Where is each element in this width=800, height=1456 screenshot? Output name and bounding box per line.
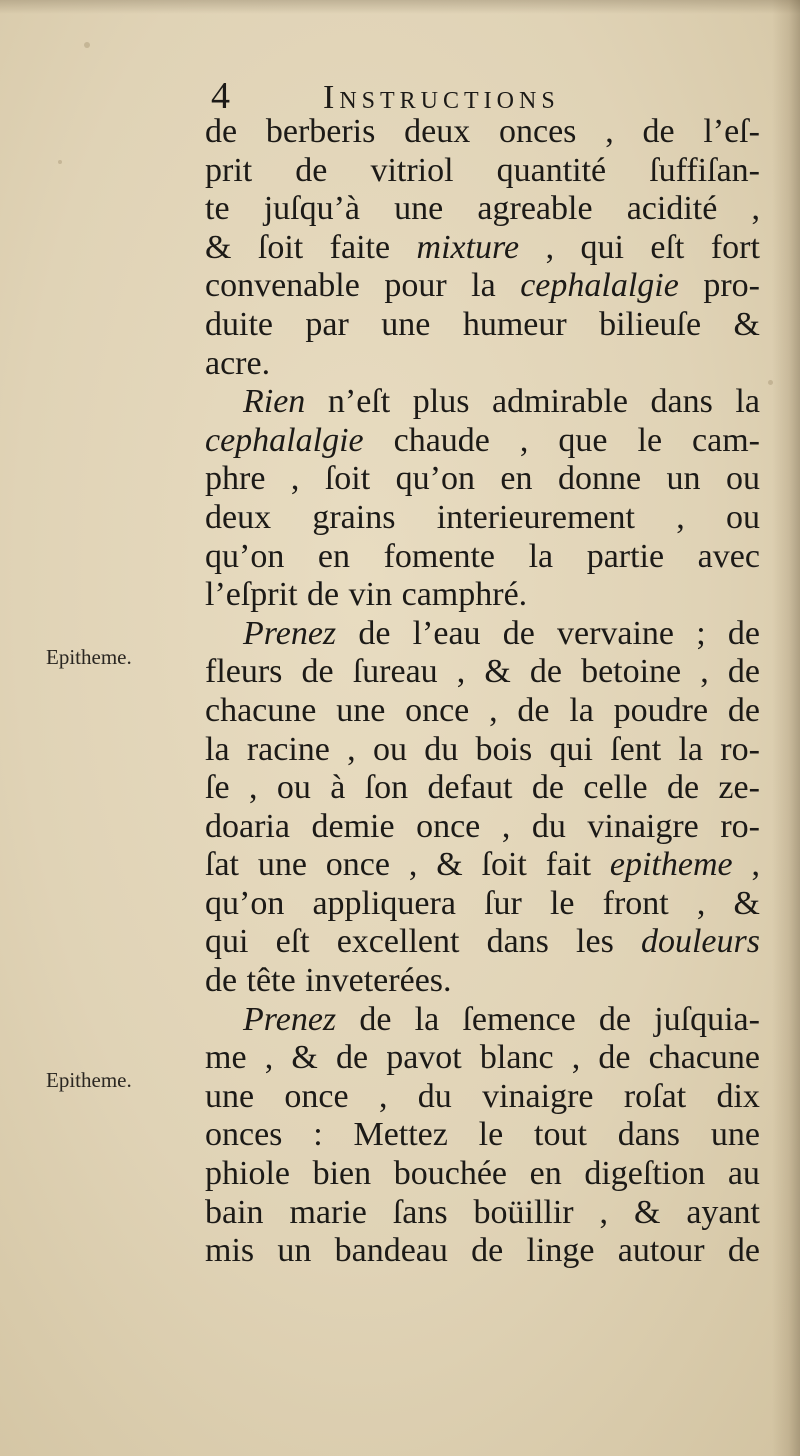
page-gutter-shadow [772,0,800,1456]
word: admirable [492,383,628,421]
word: ; [696,614,706,652]
word: autour [617,1232,705,1270]
word: de [517,691,550,729]
word: ſon [364,769,409,807]
text-line [205,846,760,885]
text-line [205,1116,760,1155]
word: bouchée [393,1155,508,1193]
text-line [205,962,760,1001]
word: , [751,190,760,228]
word: once [325,846,390,884]
body-text [205,113,760,1271]
word: qu’on [205,537,285,575]
word: ou [372,730,407,768]
word: , [248,769,258,807]
word: ro- [720,730,760,768]
word: convenable [205,267,360,305]
foxing-spot [84,42,90,48]
word: , [751,846,760,884]
word: le [549,884,575,922]
word: en [529,1155,562,1193]
word: juſquia- [654,1000,760,1038]
word: une [336,691,386,729]
word: partie [586,537,665,575]
word: l’eau [412,614,481,652]
word: l’eſ- [703,113,760,150]
word: epitheme [609,846,733,884]
foxing-spot [58,160,62,164]
word: inveterées. [305,962,452,1000]
word: avec [697,537,760,575]
word: vinaigre [482,1077,594,1115]
text-line [205,499,760,538]
word: eſt [275,923,310,961]
text-line [205,1039,760,1078]
word: en [500,460,533,498]
text-line [205,615,760,654]
word: , [599,1193,609,1231]
word: , [676,498,685,536]
word: chacune [205,691,317,729]
word: eſt [650,228,685,266]
word: marie [289,1193,367,1231]
word: de [666,769,700,807]
word: once [416,807,481,845]
word: ou [725,460,760,498]
word: ou [276,769,311,807]
word: berberis [265,113,376,150]
word: vin [348,576,393,614]
text-line [205,345,760,384]
word: defaut [427,769,513,807]
word: le [478,1116,504,1154]
word: un [666,460,701,498]
word: deux [205,498,272,536]
word: fort [710,228,760,266]
word: du [531,807,566,845]
word: , [264,1039,274,1077]
word: acidité [626,190,718,228]
text-line [205,769,760,808]
word: acre. [205,344,271,382]
word: front [602,884,669,922]
word: doaria [205,807,290,845]
text-line [205,1194,760,1233]
word: & [205,228,232,266]
word: & [733,305,760,343]
word: linge [526,1232,595,1270]
word: ſur [484,884,522,922]
text-line [205,576,760,615]
text-line [205,923,760,962]
word: ſoit [324,460,371,498]
word: ſureau [352,653,438,691]
word: ſoit [481,846,527,884]
word: de [598,1039,631,1077]
word: onces [499,113,577,150]
word: un [277,1232,312,1270]
word: de [727,1232,760,1270]
word: Rien [243,383,306,421]
word: une [205,1077,255,1115]
word: du [417,1077,452,1115]
word: quantité [496,151,607,189]
word: ſuffiſan- [649,151,760,189]
word: de [205,962,238,1000]
word: dans [617,1116,681,1154]
word: qu’on [205,884,285,922]
word: : [313,1116,323,1154]
word: ou [726,498,760,536]
word: betoine [581,653,682,691]
word: me [205,1039,247,1077]
word: de [531,769,564,807]
word: chaude [393,421,490,459]
word: prit [205,151,253,189]
word: & [436,846,463,884]
text-line [205,808,760,847]
word: & [733,884,760,922]
word: tout [534,1116,587,1154]
word: qu’on [395,460,475,498]
word: chacune [648,1039,760,1077]
word: les [576,923,614,961]
word: une [381,305,431,343]
word: qui [205,923,249,961]
word: ſe [205,769,230,807]
word: duite [205,305,273,343]
text-line [205,538,760,577]
running-title: Instructions [323,79,560,116]
text-line [205,306,760,345]
word: ſat [205,846,239,884]
word: fait [545,846,592,884]
word: de [727,691,760,729]
word: , [290,460,300,498]
word: pour [384,267,447,305]
word: phre [205,460,266,498]
word: une [257,846,307,884]
word: la [471,267,496,305]
word: de [205,113,238,150]
word: , [347,730,356,768]
word: ze- [718,769,760,807]
word: roſat [623,1077,687,1115]
word: appliquera [312,884,456,922]
word: ſans [392,1193,448,1231]
word: ſoit [257,228,304,266]
word: ſemence [462,1000,576,1038]
word: interieurement [436,498,635,536]
word: bandeau [334,1232,448,1270]
text-line [205,190,760,229]
word: la [414,1000,440,1038]
word: bain [205,1193,264,1231]
text-line [205,885,760,924]
word: once [405,691,470,729]
word: Prenez [243,614,337,652]
word: tête [246,962,296,1000]
foxing-spot [768,380,773,385]
word: une [710,1116,760,1154]
word: de [358,614,391,652]
word: , [378,1077,388,1115]
word: de [335,1039,369,1077]
word: deux [404,113,471,150]
word: racine [246,730,330,768]
word: plus [412,383,470,421]
text-line [205,267,760,306]
text-line [205,1078,760,1117]
word: pro- [703,267,760,305]
word: que [558,421,608,459]
word: vinaigre [587,807,699,845]
word: grains [312,498,396,536]
word: celle [583,769,648,807]
word: le [637,421,663,459]
word: de [727,653,760,691]
word: , [700,653,709,691]
word: digeſtion [584,1155,706,1193]
word: , [571,1039,581,1077]
word: pavot [386,1039,462,1077]
text-line [205,1001,760,1040]
word: & [633,1193,661,1231]
word: n’eſt [327,383,391,421]
word: & [484,653,511,691]
word: , [501,807,511,845]
text-line [205,383,760,422]
word: de [598,1000,631,1038]
word: de [307,576,340,614]
word: la [678,730,704,768]
word: , [456,653,466,691]
word: de [502,614,535,652]
word: au [727,1155,760,1193]
word: du [424,730,459,768]
word: de [642,113,675,150]
word: qui [580,228,624,266]
word: , [489,691,498,729]
word: la [735,383,760,421]
word: cam- [692,421,760,459]
text-line [205,229,760,268]
word: dix [716,1077,760,1115]
word: juſqu’à [263,190,361,228]
text-line [205,731,760,770]
word: la [569,691,594,729]
text-line [205,653,760,692]
page-number: 4 [211,75,230,117]
word: par [305,305,349,343]
margin-note-epitheme: Epitheme. [46,645,132,669]
text-line [205,1155,760,1194]
text-line [205,422,760,461]
word: une [394,190,444,228]
word: donne [557,460,642,498]
word: faite [329,228,391,266]
word: de [529,653,562,691]
text-line [205,1232,760,1271]
word: , [519,421,529,459]
page-top-shadow [0,0,800,14]
word: la [205,730,230,768]
text-line [205,113,760,152]
word: Prenez [243,1000,337,1038]
text-line [205,460,760,499]
text-line [205,692,760,731]
word: dans [486,923,549,961]
word: ayant [686,1193,760,1231]
word: humeur [462,305,567,343]
word: de [359,1000,392,1038]
word: , [605,113,614,150]
word: bilieuſe [599,305,702,343]
text-line [205,152,760,191]
word: blanc [479,1039,554,1077]
word: de [295,151,328,189]
word: de [471,1232,504,1270]
word: agreable [477,190,593,228]
word: cephalalgie [520,267,679,305]
word: en [317,537,350,575]
word: fleurs [205,653,283,691]
word: & [291,1039,318,1077]
word: bien [312,1155,372,1193]
word: dans [650,383,713,421]
word: qui [549,730,593,768]
word: vervaine [556,614,675,652]
margin-note-epitheme: Epitheme. [46,1068,132,1092]
word: mixture [416,228,520,266]
word: te [205,190,230,228]
word: boüillir [473,1193,574,1231]
word: l’eſprit [205,576,298,614]
word: , [545,228,555,266]
word: à [330,769,346,807]
word: excellent [336,923,460,961]
word: la [528,537,554,575]
word: vitriol [370,151,454,189]
word: camphré. [401,576,528,614]
word: fomente [383,537,495,575]
word: Mettez [353,1116,448,1154]
word: de [727,614,760,652]
word: de [301,653,334,691]
word: phiole [205,1155,290,1193]
word: demie [311,807,395,845]
word: poudre [613,691,709,729]
word: cephalalgie [205,421,364,459]
word: mis [205,1232,255,1270]
word: ſent [610,730,662,768]
word: , [696,884,706,922]
word: bois [475,730,533,768]
word: onces [205,1116,283,1154]
word: , [408,846,418,884]
word: douleurs [640,923,760,961]
word: ro- [720,807,760,845]
word: once [284,1077,349,1115]
